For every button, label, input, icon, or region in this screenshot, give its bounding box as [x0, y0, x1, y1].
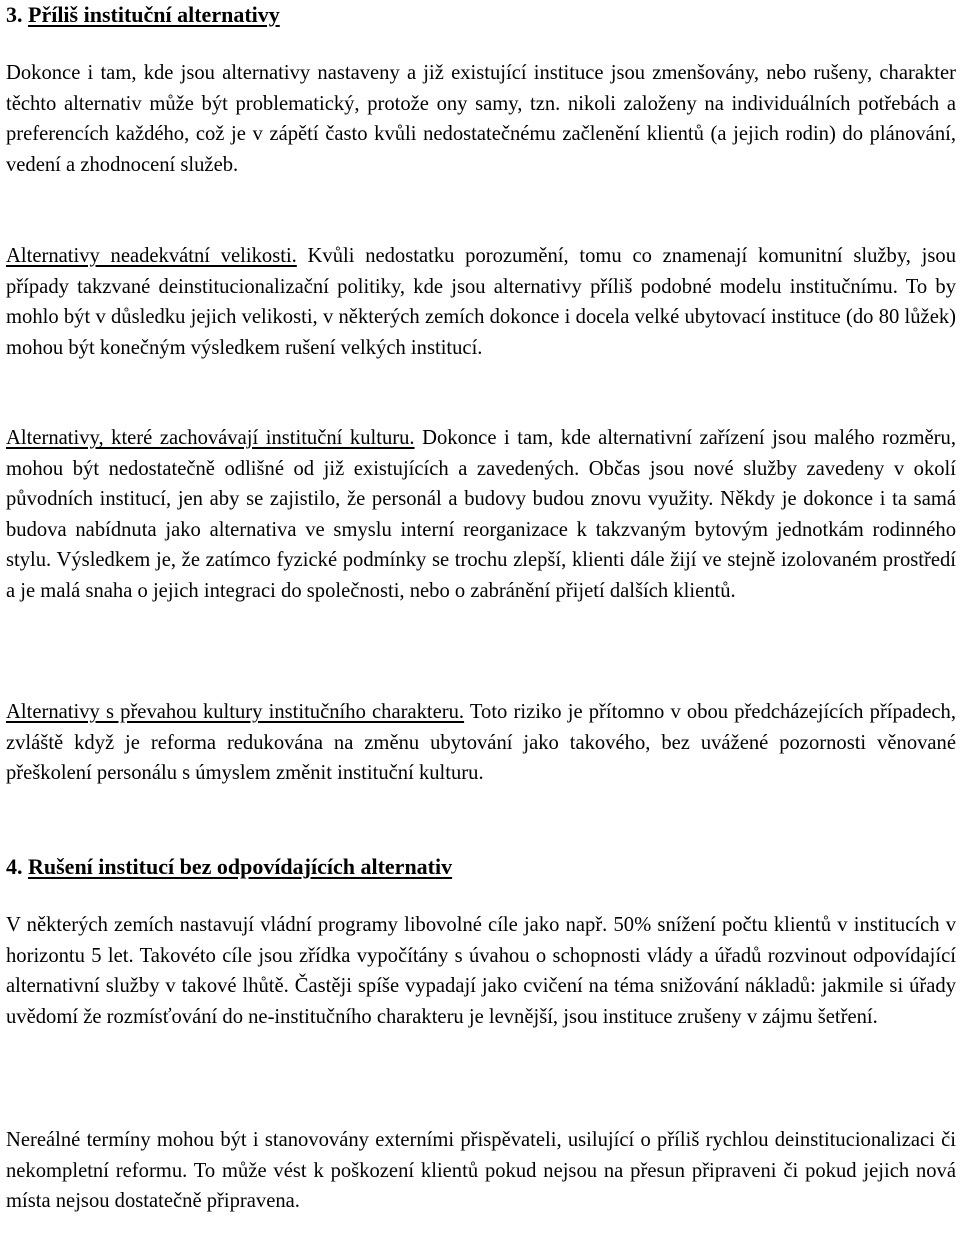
paragraph-lead-culture: Alternativy, které zachovávají instituční kulturu. — [6, 427, 415, 449]
section-3-intro-paragraph: Dokonce i tam, kde jsou alternativy nastaveny a již existující instituce jsou zmenšovány, nebo rušeny, charakter těchto alternativ může být problematický, protože ony samy, tzn. nikoli založeny na individuálních potřebách a preferencích každého, což je v zápětí často kvůli nedostatečnému začlenění klientů (a jejich rodin) do plánování, vedení a zhodnocení služeb. — [6, 62, 956, 176]
paragraph-lead-size: Alternativy neadekvátní velikosti. — [6, 245, 297, 267]
section-3-paragraph-size — [6, 241, 956, 363]
section-3-number: 3. — [6, 2, 23, 27]
section-3-heading — [6, 0, 280, 30]
section-4-number: 4. — [6, 854, 23, 879]
paragraph-body-culture: Dokonce i tam, kde alternativní zařízení jsou malého rozměru, mohou být nedostatečně odlišné od již existujících a zavedených. Občas jsou nové služby zavedeny v okolí původních institucí, jen aby se zajistilo, že personál a budovy budou znovu využity. Někdy je dokonce i ta samá budova nabídnuta jako alternativa ve smyslu interní reorganizace k takzvaným bytovým jednotkám rodinného stylu. Výsledkem je, že zatímco fyzické podmínky se trochu zlepší, klienti dále žijí ve stejně izolovaném prostředí a je malá snaha o jejich integraci do společnosti, nebo o zabránění přijetí dalších klientů. — [6, 427, 956, 602]
section-4-heading — [6, 852, 452, 882]
section-4-title: Rušení institucí bez odpovídajících alternativ — [28, 854, 453, 879]
section-4-paragraph-deadlines: Nereálné termíny mohou být i stanovovány externími přispěvateli, usilující o příliš rychlou deinstitucionalizaci či nekompletní reformu. To může vést k poškození klientů pokud nejsou na přesun připraveni či pokud jejich nová místa nejsou dostatečně připravena. — [6, 1129, 956, 1213]
paragraph-lead-prevalence: Alternativy s převahou kultury institučního charakteru. — [6, 701, 465, 723]
section-3-paragraph-prevalence — [6, 697, 956, 789]
paragraph-body-prevalence: Toto riziko je přítomno v obou předcházejících případech, zvláště když je reforma redukována na změnu ubytování jako takového, bez uvážené pozornosti věnované přeškolení personálu s úmyslem změnit instituční kulturu. — [6, 701, 956, 785]
paragraph-body-size: Kvůli nedostatku porozumění, tomu co znamenají komunitní služby, jsou případy takzvané deinstitucionalizační politiky, kde jsou alternativy příliš podobné modelu institučnímu. To by mohlo být v důsledku jejich velikosti, v některých zemích dokonce i docela velké ubytovací instituce (do 80 lůžek) mohou být konečným výsledkem rušení velkých institucí. — [6, 245, 956, 359]
section-4-intro-paragraph: V některých zemích nastavují vládní programy libovolné cíle jako např. 50% snížení počtu klientů v institucích v horizontu 5 let. Takovéto cíle jsou zřídka vypočítány s úvahou o schopnosti vlády a úřadů rozvinout odpovídající alternativní služby v takové lhůtě. Častěji spíše vypadají jako cvičení na téma snižování nákladů: jakmile si úřady uvědomí že rozmísťování do ne-institučního charakteru je levnější, jsou instituce zrušeny v zájmu šetření. — [6, 914, 956, 1028]
section-3-paragraph-culture — [6, 423, 956, 607]
section-3-title: Příliš instituční alternativy — [28, 2, 280, 27]
